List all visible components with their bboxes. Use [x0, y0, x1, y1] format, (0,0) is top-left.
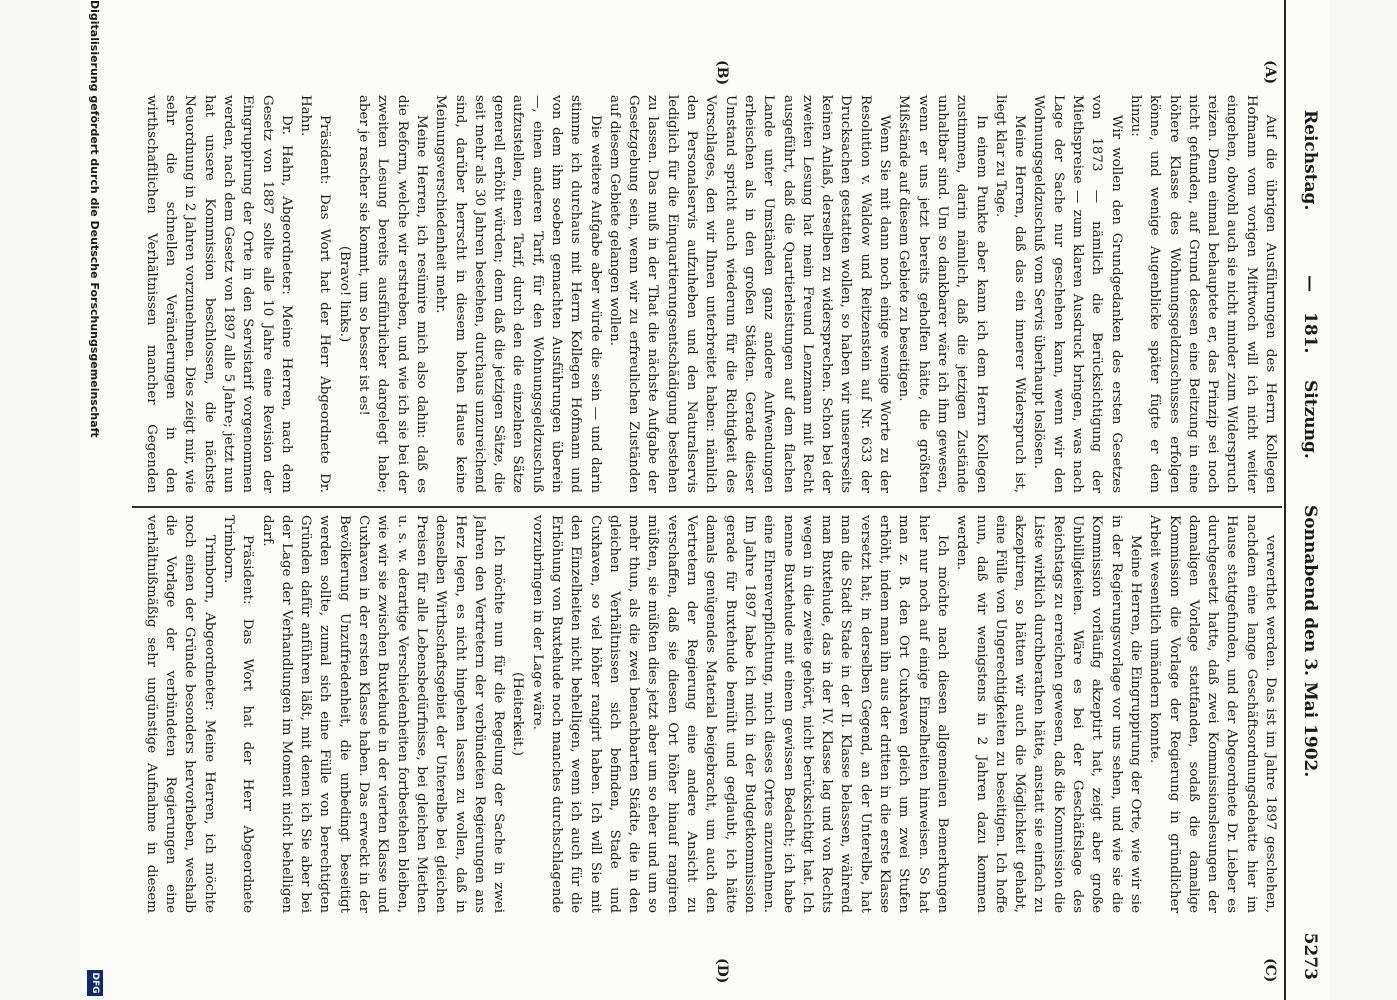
margin-marker-a: (A) [1262, 60, 1278, 85]
header-date: Sonnabend den 3. Mai 1902. [1300, 505, 1320, 778]
dfg-logo: DFG [87, 970, 103, 996]
left-column [140, 95, 1280, 493]
paragraph: Präsident: Das Wort hat der Herr Abgeordnete Dr. Hahn. [298, 95, 333, 493]
margin-marker-d: (D) [714, 958, 730, 984]
document-page [80, 0, 1330, 1000]
right-column [140, 515, 1280, 913]
header-session-word: Sitzung. [1300, 380, 1320, 459]
paragraph: Ich möchte nun für die Regelung der Sache in zwei Jahren den Vertretern der verbündeten Regierungen ans Herz legen, es nicht hingehen lassen zu wollen, daß in denselben Wirthschaftsgebiet der Unterelbe bei gleichen Preisen für alle Lebensbedürfnisse, bei gleichen Miethen u. s. w. derartige Verschiedenheiten fortbestehen bleiben, wie wir sie zwischen Buxtehude in der vierten Klasse und Cuxhaven in der ersten Klasse haben. Das erweckt in der Bevölkerung Unzufriedenheit, die unbedingt beseitigt werden sollte, zumal sich eine Fülle von berechtigten Gründen dafür anführen läßt, mit denen ich Sie aber bei der Lage der Verhandlungen im Moment nicht behelligen darf. [259, 515, 507, 913]
paragraph: Ich möchte nach diesen allgemeinen Bemerkungen hier nur noch auf einige Einzelheiten hinweisen. So hat man z. B. den Ort Cuxhaven gleich um zwei Stufen erhöht, indem man ihn aus der dritten in die erste Klasse versetzt hat; in derselben Gegend, an der Unterelbe, hat man die Stadt Stade in der II. Klasse belassen, während man Buxtehude, das in der IV. Klasse lag und von Rechts wegen in die zweite gehört, nicht berücksichtigt hat. Ich nenne Buxtehude mit einem gewissen Bedacht; ich habe eine Ehrenverpflichtung, mich dieses Ortes anzunehmen. Im Jahre 1897 habe ich mich in der Budgetkommission gerade für Buxtehude bemüht und geglaubt, ich hätte damals genügendes Material beigebracht, um auch den Vertretern der Regierung eine andere Ansicht zu verschaffen, daß sie diesen Ort höher hinauf rangiren müßten, sie müßten dies jetzt aber um so eher und um so mehr thun, als die zwei benachbarten Städte, die in den gleichen Verhältnissen sich befinden, Stade und Cuxhaven, so viel höher rangirt haben. Ich will Sie mit den Einzelheiten nicht behelligen, wenn ich auch für die Erhöhung von Buxtehude noch manches durchschlagende vorzubringen in der Lage wäre. [529, 515, 950, 913]
digitization-credit: Digitalisierung gefördert durch die Deutsche Forschungsgemeinschaft [88, 0, 101, 438]
paragraph: (Bravo! links.) [336, 245, 352, 343]
page-number: 5273 [1300, 932, 1320, 980]
margin-marker-b: (B) [714, 60, 730, 86]
paragraph: Wenn Sie mit dann noch einige wenige Worte zu der Resolution v. Waldow und Reitzenstein auf Nr. 633 der Drucksachen gestatten wollen, so haben wir unsererseits keinen Anlaß, derselben zu widersprechen. Schon bei der zweiten Lesung hat mein Freund Lenzmann mit Recht ausgeführt, daß die Quartierleistungen auf dem flachen Lande unter Umständen ganz andere Aufwendungen erheischen als in den großen Städten. Gerade dieser Umstand spricht auch wiederum für die Richtigkeit des Vorschlages, den wir Ihnen unterbreitet haben: nämlich den Personalservis aufzuheben und den Naturalservis lediglich für die Einquartierungsentschädigung bestehen zu lassen. Das muß in der That die nächste Aufgabe der Gesetzgebung sein, wenn wir zu erfreulichen Zuständen auf diesem Gebiete gelangen wollen. [606, 95, 893, 493]
paragraph: Wir wollen den Grundgedanken des ersten Gesetzes von 1873 — nämlich die Berücksichtigung der Miethspreise — zum klaren Ausdruck bringen, was nach Lage der Sache nur geschehen kann, wenn wir den Wohnungsgeldzuschuß vom Servis überhaupt loslösen. [1031, 95, 1124, 493]
header-publication: Reichstag. [1300, 110, 1320, 211]
paragraph: verwerthet werden. Das ist im Jahre 1897 geschehen, nachdem eine lange Geschäftsordnungsdebatte hier im Hause stattgefunden, und der Abgeordnete Dr. Lieber es durchgesetzt hatte, daß zwei Kommissionslesungen der damaligen Vorlage stattfanden, sodaß die damalige Kommission die Vorlage der Regierung in gründlicher Arbeit wesentlich umändern konnte. [1147, 515, 1278, 913]
margin-marker-c: (C) [1262, 958, 1278, 983]
header-session-number: 181. [1300, 312, 1320, 354]
paragraph: Meine Herren, daß das ein innerer Widerspruch ist, liegt klar zu Tage. [992, 95, 1028, 493]
page-footer [83, 0, 105, 1000]
paragraph: Trimborn, Abgeordneter: Meine Herren, ich möchte noch einen der Gründe besonders hervorheben, weshalb die Vorlage der verbündeten Regierungen eine verhältnißmäßig sehr ungünstige Aufnahme in diesem [143, 515, 217, 913]
paragraph: Die weitere Aufgabe aber würde die sein — und darin stimme ich durchaus mit Herrn Kollegen Hofmann und von dem ihm soeben gemachten Ausführungen überein —, einen anderen Tarif, für den Wohnungsgeldzuschuß aufzustellen, einen Tarif, durch den die einzelnen Sätze generell erhöht würden; denn daß die jetzigen Sätze, die seit mehr als 30 Jahren bestehen, durchaus unzureichend sind, darüber herrscht in diesem hohen Hause keine Meinungsverschiedenheit mehr. [433, 95, 603, 493]
paragraph: Dr. Hahn, Abgeordneter: Meine Herren, nach dem Gesetz von 1887 sollte alle 10 Jahre eine Revision der Eingruppirung der Orte in den Servistarif vorgenommen werden, nach dem Gesetz von 1897 alle 5 Jahre; jetzt nun hat unsere Kommission beschlossen, die nächste Neuordnung in 2 Jahren vorzunehmen. Dies zeigt mir, wie sehr die schnellen Veränderungen in den wirthschaftlichen Verhältnissen mancher Gegenden [143, 95, 294, 493]
paragraph: In einem Punkte aber kann ich dem Herrn Kollegen zustimmen, darin nämlich, daß die jetzigen Zustände unhaltbar sind. Um so dankbarer wäre ich ihm gewesen, wenn er uns jetzt bereits geholfen hätte, die größten Mißstände auf diesem Gebiete zu beseitigen. [896, 95, 989, 493]
page-header [1284, 0, 1330, 1000]
column-divider [132, 506, 1282, 508]
paragraph: (Heiterkeit.) [510, 672, 526, 756]
paragraph: Präsident: Das Wort hat der Herr Abgeordnete Trimborn. [220, 515, 256, 913]
paragraph: Auf die übrigen Ausführungen des Herrn Kollegen Hofmann vom vorigen Mittwoch will ich nicht weiter eingehen, obwohl auch sie nicht minder zum Widerspruch reizen. Denn einmal behauptete er, das Prinzip sei noch nicht gefunden, auf Grund dessen eine Beitzung in eine höhere Klasse des Wohnungsgeldzuschusses erfolgen könne, und wenige Augenblicke später fügte er dem hinzu: [1127, 95, 1278, 493]
paragraph: Meine Herren, die Eingruppirung der Orte, wie wir sie in der Regierungsvorlage vor uns sehen, und wie sie die Kommission vorläufig akzeptirt hat, zeigt aber große Unbilligkeiten. Wäre es bei der Geschäftslage des Reichstags zu erreichen gewesen, daß die Kommission die Liste wirklich durchberathen hätte, anstatt sie einfach zu akzeptiren, so hätten wir auch die Möglichkeit gehabt, eine Fülle von Ungerechtigkeiten zu beseitigen. Ich hoffe nun, daß wir wenigstens in 2 Jahren dazu kommen werden. [954, 515, 1143, 913]
paragraph: Meine Herren, ich resümire mich also dahin: daß es die Reform, welche wir erstreben, und wie ich sie bei der zweiten Lesung bereits ausführlicher dargelegt habe; aber je rascher sie kommt, um so besser ist es! [356, 95, 429, 493]
header-separator: — [1300, 275, 1320, 292]
